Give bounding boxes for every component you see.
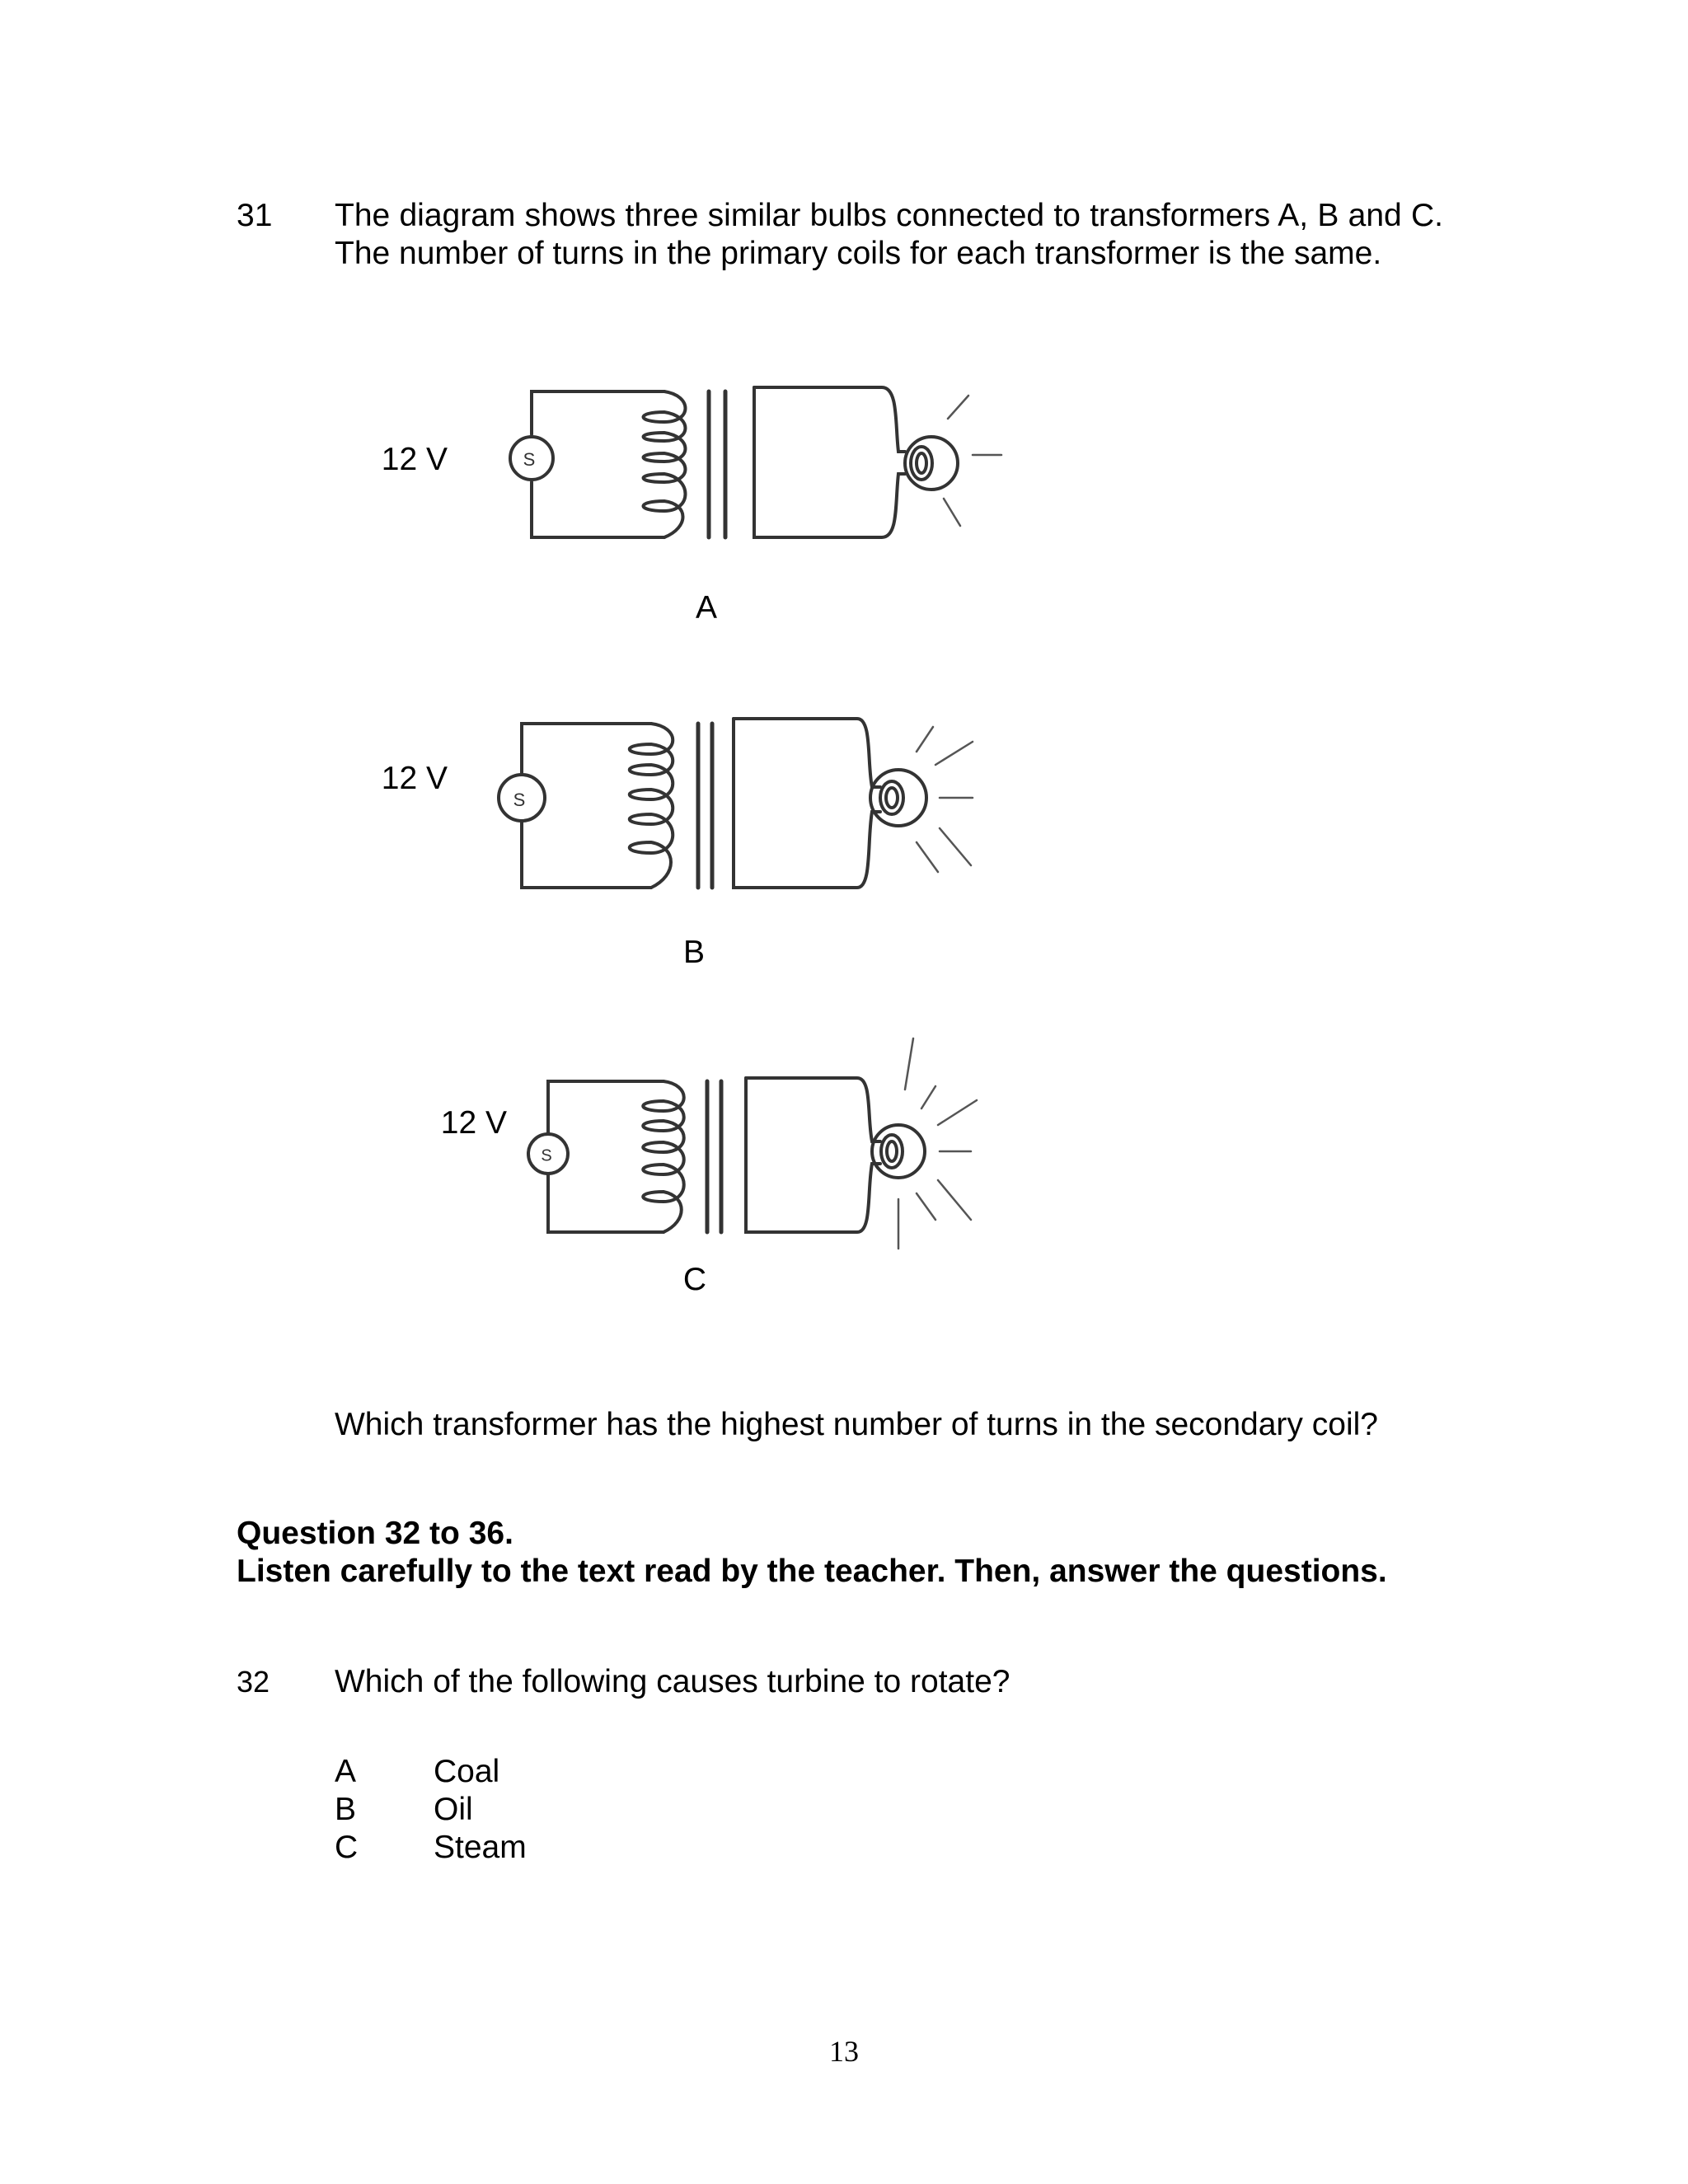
question-31-number: 31 bbox=[237, 198, 273, 233]
section-heading: Question 32 to 36. bbox=[237, 1516, 513, 1551]
voltage-label-b: 12 V bbox=[381, 761, 448, 796]
question-31-text: The diagram shows three similar bulbs connected to transformers A, B and C. The number of turns in the primary coils for each transformer is the same. bbox=[335, 198, 1443, 271]
source-symbol-b: S bbox=[513, 789, 526, 810]
section-instruction: Listen carefully to the text read by the teacher. Then, answer the questions. bbox=[237, 1554, 1387, 1589]
diagram-label-a: A bbox=[695, 590, 718, 626]
transformer-diagram-b bbox=[499, 719, 973, 888]
option-b-letter: B bbox=[335, 1792, 357, 1827]
diagram-label-c: C bbox=[682, 1262, 707, 1297]
voltage-label-a: 12 V bbox=[381, 442, 448, 477]
voltage-label-c: 12 V bbox=[440, 1105, 507, 1141]
option-a-letter: A bbox=[335, 1754, 357, 1789]
option-c-letter: C bbox=[335, 1830, 359, 1865]
transformer-diagram-a bbox=[510, 387, 1001, 537]
light-rays bbox=[898, 1038, 977, 1249]
source-symbol-a: S bbox=[523, 448, 536, 470]
light-rays bbox=[944, 396, 1001, 526]
option-a-text: Coal bbox=[434, 1754, 500, 1789]
option-c-text: Steam bbox=[434, 1830, 527, 1865]
question-32-number: 32 bbox=[237, 1665, 270, 1699]
transformer-diagram-c bbox=[528, 1038, 977, 1249]
option-b-text: Oil bbox=[434, 1792, 473, 1827]
page-number: 13 bbox=[829, 2035, 859, 2068]
question-31-prompt: Which transformer has the highest number of turns in the secondary coil? bbox=[335, 1407, 1378, 1442]
diagram-label-b: B bbox=[682, 935, 706, 970]
question-32-text: Which of the following causes turbine to rotate? bbox=[335, 1664, 1010, 1699]
source-symbol-c: S bbox=[541, 1146, 552, 1165]
